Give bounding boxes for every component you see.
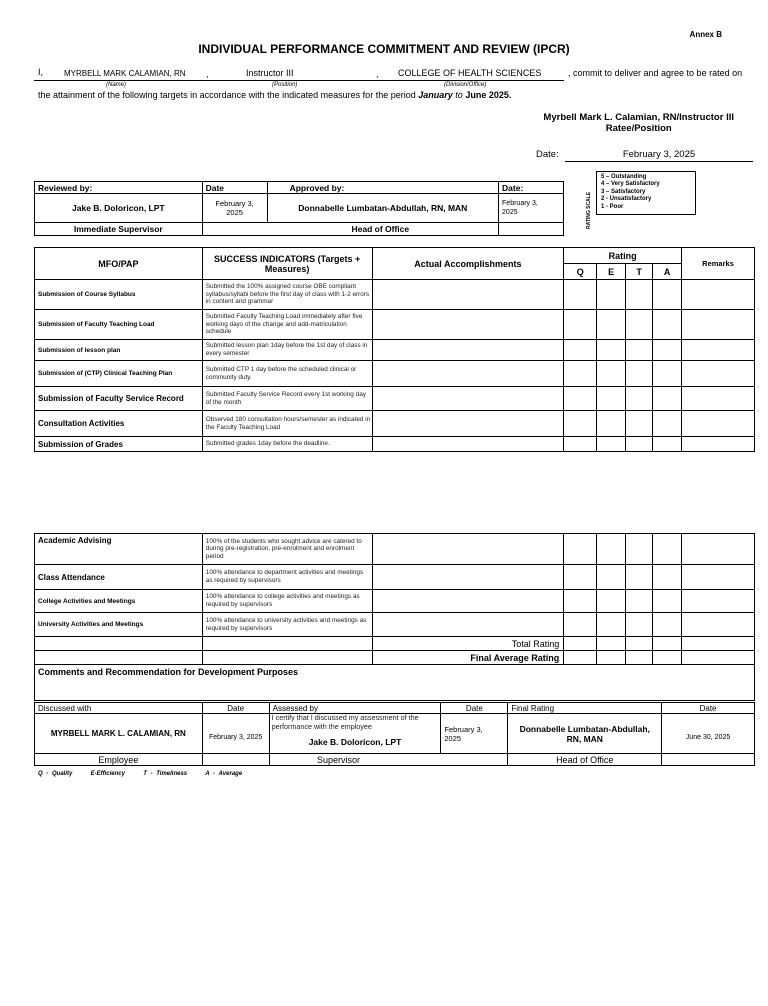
remarks-cell — [682, 590, 755, 613]
indicator-cell: Submitted Faculty Teaching Load immediately after five working days of the change and add-matriculation schedule — [202, 310, 372, 340]
period-start: January — [418, 90, 453, 100]
rating-scale-item: 1 - Poor — [601, 203, 624, 210]
rating-scale-item: 4 – Very Satisfactory — [601, 181, 660, 188]
average-header: A — [653, 264, 682, 280]
employee-signature-name: MYRBELL MARK L. CALAMIAN, RN — [35, 714, 203, 754]
accomplishment-cell — [372, 534, 564, 565]
division-caption: (Division/Office) — [444, 82, 487, 88]
certify-text: I certify that I discussed my assessment of the performance with the employee — [271, 713, 419, 731]
t-cell — [626, 637, 653, 651]
table-row — [35, 534, 755, 565]
indicator-cell: 100% of the students who sought advice are catered to during pre-registration, pre-enrolment and enrolment period — [202, 534, 372, 565]
accomplishment-cell — [372, 613, 564, 637]
mfo-header: MFO/PAP — [35, 248, 203, 280]
blank-cell — [35, 637, 203, 651]
a-cell — [653, 310, 682, 340]
rating-scale-box — [596, 171, 696, 215]
a-cell — [653, 534, 682, 565]
a-cell — [653, 590, 682, 613]
discussion-table — [34, 702, 755, 766]
e-cell — [597, 590, 626, 613]
blank-cell — [35, 651, 203, 665]
indicator-cell: Submitted the 100% assigned course OBE compliant syllabus/syllabi before the first day of class with 1-2 errors in content and grammar — [202, 280, 372, 310]
mfo-cell: Submission of Faculty Teaching Load — [35, 310, 203, 340]
indicator-cell: 100% attendance to department activities and meetings as required by supervisors — [202, 565, 372, 590]
mfo-table — [34, 247, 755, 452]
page-title: INDIVIDUAL PERFORMANCE COMMITMENT AND REVIEW (IPCR) — [198, 42, 570, 56]
total-rating-row — [35, 637, 755, 651]
ratee-date: February 3, 2025 — [565, 149, 753, 162]
a-cell — [653, 411, 682, 437]
t-cell — [626, 590, 653, 613]
ratee-name: Myrbell Mark L. Calamian, RN/Instructor III — [543, 112, 734, 123]
accomplishment-cell — [372, 411, 564, 437]
rating-scale-item: 2 - Unsatisfactory — [601, 196, 652, 203]
e-cell — [597, 565, 626, 590]
head-role: Head of Office — [508, 754, 662, 766]
mfo-cell: Submission of (CTP) Clinical Teaching Plan — [35, 361, 203, 387]
t-cell — [626, 411, 653, 437]
table-row — [35, 361, 755, 387]
e-cell — [597, 340, 626, 361]
certify-cell — [269, 714, 441, 754]
table-row — [35, 613, 755, 637]
table-row — [35, 280, 755, 310]
approver-role-blank — [499, 223, 564, 236]
remarks-cell — [682, 565, 755, 590]
period-text: the attainment of the following targets in accordance with the indicated measures for the period — [38, 90, 416, 100]
q-cell — [564, 387, 597, 411]
employee-sign-date: February 3, 2025 — [202, 714, 269, 754]
blank-cell — [202, 754, 269, 766]
approver-role: Head of Office — [202, 223, 498, 236]
pledge-comma-2: , — [376, 69, 379, 79]
accomplishment-cell — [372, 361, 564, 387]
pledge-underline — [34, 80, 564, 81]
review-date-label: Date — [202, 182, 267, 194]
table-row — [35, 310, 755, 340]
accomplishment-cell — [372, 387, 564, 411]
t-cell — [626, 361, 653, 387]
t-cell — [626, 534, 653, 565]
ratee-date-label: Date: — [536, 149, 559, 160]
q-cell — [564, 590, 597, 613]
t-cell — [626, 565, 653, 590]
final-date-label: Date — [662, 703, 755, 714]
success-indicators-header: SUCCESS INDICATORS (Targets + Measures) — [202, 248, 372, 280]
remarks-cell — [682, 361, 755, 387]
table-row — [35, 411, 755, 437]
e-cell — [597, 361, 626, 387]
supervisor-role: Supervisor — [269, 754, 508, 766]
mfo-cell: University Activities and Meetings — [35, 613, 203, 637]
table-row — [35, 340, 755, 361]
mfo-cell: Submission of lesson plan — [35, 340, 203, 361]
rating-scale-vertical-label: RATING SCALE — [586, 191, 592, 229]
period-to: to — [455, 90, 463, 100]
remarks-cell — [682, 437, 755, 452]
remarks-cell — [682, 651, 755, 665]
e-cell — [597, 280, 626, 310]
table-row — [35, 590, 755, 613]
final-average-row — [35, 651, 755, 665]
mfo-cell: Submission of Faculty Service Record — [35, 387, 203, 411]
ratee-role: Ratee/Position — [605, 123, 672, 134]
table-row — [35, 387, 755, 411]
e-cell — [597, 310, 626, 340]
blank-cell — [662, 754, 755, 766]
remarks-cell — [682, 280, 755, 310]
total-rating-label: Total Rating — [372, 637, 564, 651]
reviewer-role: Immediate Supervisor — [35, 223, 203, 236]
mfo-cell: Consultation Activities — [35, 411, 203, 437]
discussed-with-label: Discussed with — [35, 703, 203, 714]
pledge-line — [34, 66, 758, 80]
t-cell — [626, 340, 653, 361]
approve-date-label: Date: — [499, 182, 564, 194]
mfo-cell: Submission of Grades — [35, 437, 203, 452]
a-cell — [653, 637, 682, 651]
t-cell — [626, 613, 653, 637]
e-cell — [597, 387, 626, 411]
quality-header: Q — [564, 264, 597, 280]
e-cell — [597, 637, 626, 651]
mfo-cell: Submission of Course Syllabus — [35, 280, 203, 310]
indicator-cell: Observed 180 consultation hours/semester as indicated in the Faculty Teaching Load — [202, 411, 372, 437]
accomplishment-cell — [372, 340, 564, 361]
mfo-cell: Class Attendance — [35, 565, 203, 590]
reviewer-date: February 3, 2025 — [202, 194, 267, 223]
q-cell — [564, 361, 597, 387]
q-cell — [564, 613, 597, 637]
final-average-label: Final Average Rating — [372, 651, 564, 665]
support-functions-table — [34, 533, 755, 701]
mfo-cell: College Activities and Meetings — [35, 590, 203, 613]
employee-name: MYRBELL MARK CALAMIAN, RN — [64, 69, 186, 78]
head-signature-name: Donnabelle Lumbatan-Abdullah, RN, MAN — [508, 714, 662, 754]
q-cell — [564, 651, 597, 665]
pledge-suffix: , commit to deliver and agree to be rated on — [568, 68, 743, 78]
q-cell — [564, 411, 597, 437]
assessed-by-label: Assessed by — [269, 703, 441, 714]
rating-header: Rating — [564, 248, 682, 264]
t-cell — [626, 310, 653, 340]
approved-by-label: Approved by: — [267, 182, 498, 194]
accomplishment-cell — [372, 590, 564, 613]
blank-cell — [202, 637, 372, 651]
comments-row — [35, 665, 755, 701]
discussed-date-label: Date — [202, 703, 269, 714]
blank-cell — [202, 651, 372, 665]
a-cell — [653, 565, 682, 590]
indicator-cell: Submitted lesson plan 1day before the 1st day of class in every semester — [202, 340, 372, 361]
q-cell — [564, 310, 597, 340]
accomplishment-cell — [372, 437, 564, 452]
position-caption: (Position) — [272, 82, 298, 88]
a-cell — [653, 651, 682, 665]
a-cell — [653, 387, 682, 411]
supervisor-signature-name: Jake B. Doloricon, LPT — [308, 737, 402, 748]
accomplishment-cell — [372, 280, 564, 310]
employee-division: COLLEGE OF HEALTH SCIENCES — [398, 68, 542, 78]
remarks-cell — [682, 387, 755, 411]
assessed-date-label: Date — [441, 703, 508, 714]
table-row — [35, 437, 755, 452]
indicator-cell: 100% attendance to university activities and meetings as required by supervisors — [202, 613, 372, 637]
t-cell — [626, 387, 653, 411]
annex-label: Annex B — [689, 30, 722, 39]
remarks-cell — [682, 340, 755, 361]
remarks-cell — [682, 411, 755, 437]
table-row — [35, 565, 755, 590]
accomplishment-cell — [372, 565, 564, 590]
actual-accomplishments-header: Actual Accomplishments — [372, 248, 564, 280]
timeliness-header: T — [626, 264, 653, 280]
period-statement — [38, 90, 511, 100]
indicator-cell: Submitted grades 1day before the deadline. — [202, 437, 372, 452]
e-cell — [597, 534, 626, 565]
e-cell — [597, 613, 626, 637]
reviewed-by-label: Reviewed by: — [35, 182, 203, 194]
employee-position: Instructor III — [246, 68, 294, 78]
name-caption: (Name) — [106, 82, 127, 88]
e-cell — [597, 651, 626, 665]
rating-scale-item: 3 – Satisfactory — [601, 188, 646, 195]
remarks-cell — [682, 637, 755, 651]
t-cell — [626, 437, 653, 452]
q-cell — [564, 340, 597, 361]
q-cell — [564, 637, 597, 651]
final-rating-label: Final Rating — [508, 703, 662, 714]
employee-role: Employee — [35, 754, 203, 766]
q-cell — [564, 437, 597, 452]
approver-date: February 3, 2025 — [499, 194, 564, 223]
e-cell — [597, 411, 626, 437]
remarks-header: Remarks — [682, 248, 755, 280]
head-sign-date: June 30, 2025 — [662, 714, 755, 754]
a-cell — [653, 437, 682, 452]
e-cell — [597, 437, 626, 452]
rating-legend: Q - Quality E-Efficiency T - Timeliness A - Average — [38, 771, 243, 777]
reviewer-name: Jake B. Doloricon, LPT — [35, 194, 203, 223]
q-cell — [564, 534, 597, 565]
period-end: June 2025. — [465, 90, 512, 100]
indicator-cell: Submitted CTP 1 day before the scheduled clinical or community duty. — [202, 361, 372, 387]
pledge-prefix: I, — [38, 67, 44, 77]
supervisor-sign-date: February 3, 2025 — [441, 714, 508, 754]
remarks-cell — [682, 534, 755, 565]
review-table — [34, 181, 564, 236]
a-cell — [653, 613, 682, 637]
indicator-cell: 100% attendance to college activities and meetings as required by supervisors — [202, 590, 372, 613]
pledge-comma-1: , — [206, 69, 209, 79]
q-cell — [564, 565, 597, 590]
t-cell — [626, 280, 653, 310]
rating-scale-item: 5 – Outstanding — [601, 174, 647, 180]
a-cell — [653, 280, 682, 310]
ratee-block — [543, 112, 734, 134]
comments-label: Comments and Recommendation for Development Purposes — [35, 665, 755, 701]
a-cell — [653, 361, 682, 387]
mfo-cell: Academic Advising — [35, 534, 203, 565]
a-cell — [653, 340, 682, 361]
approver-name: Donnabelle Lumbatan-Abdullah, RN, MAN — [267, 194, 498, 223]
efficiency-header: E — [597, 264, 626, 280]
remarks-cell — [682, 310, 755, 340]
t-cell — [626, 651, 653, 665]
indicator-cell: Submitted Faculty Service Record every 1st working day of the month — [202, 387, 372, 411]
remarks-cell — [682, 613, 755, 637]
q-cell — [564, 280, 597, 310]
accomplishment-cell — [372, 310, 564, 340]
